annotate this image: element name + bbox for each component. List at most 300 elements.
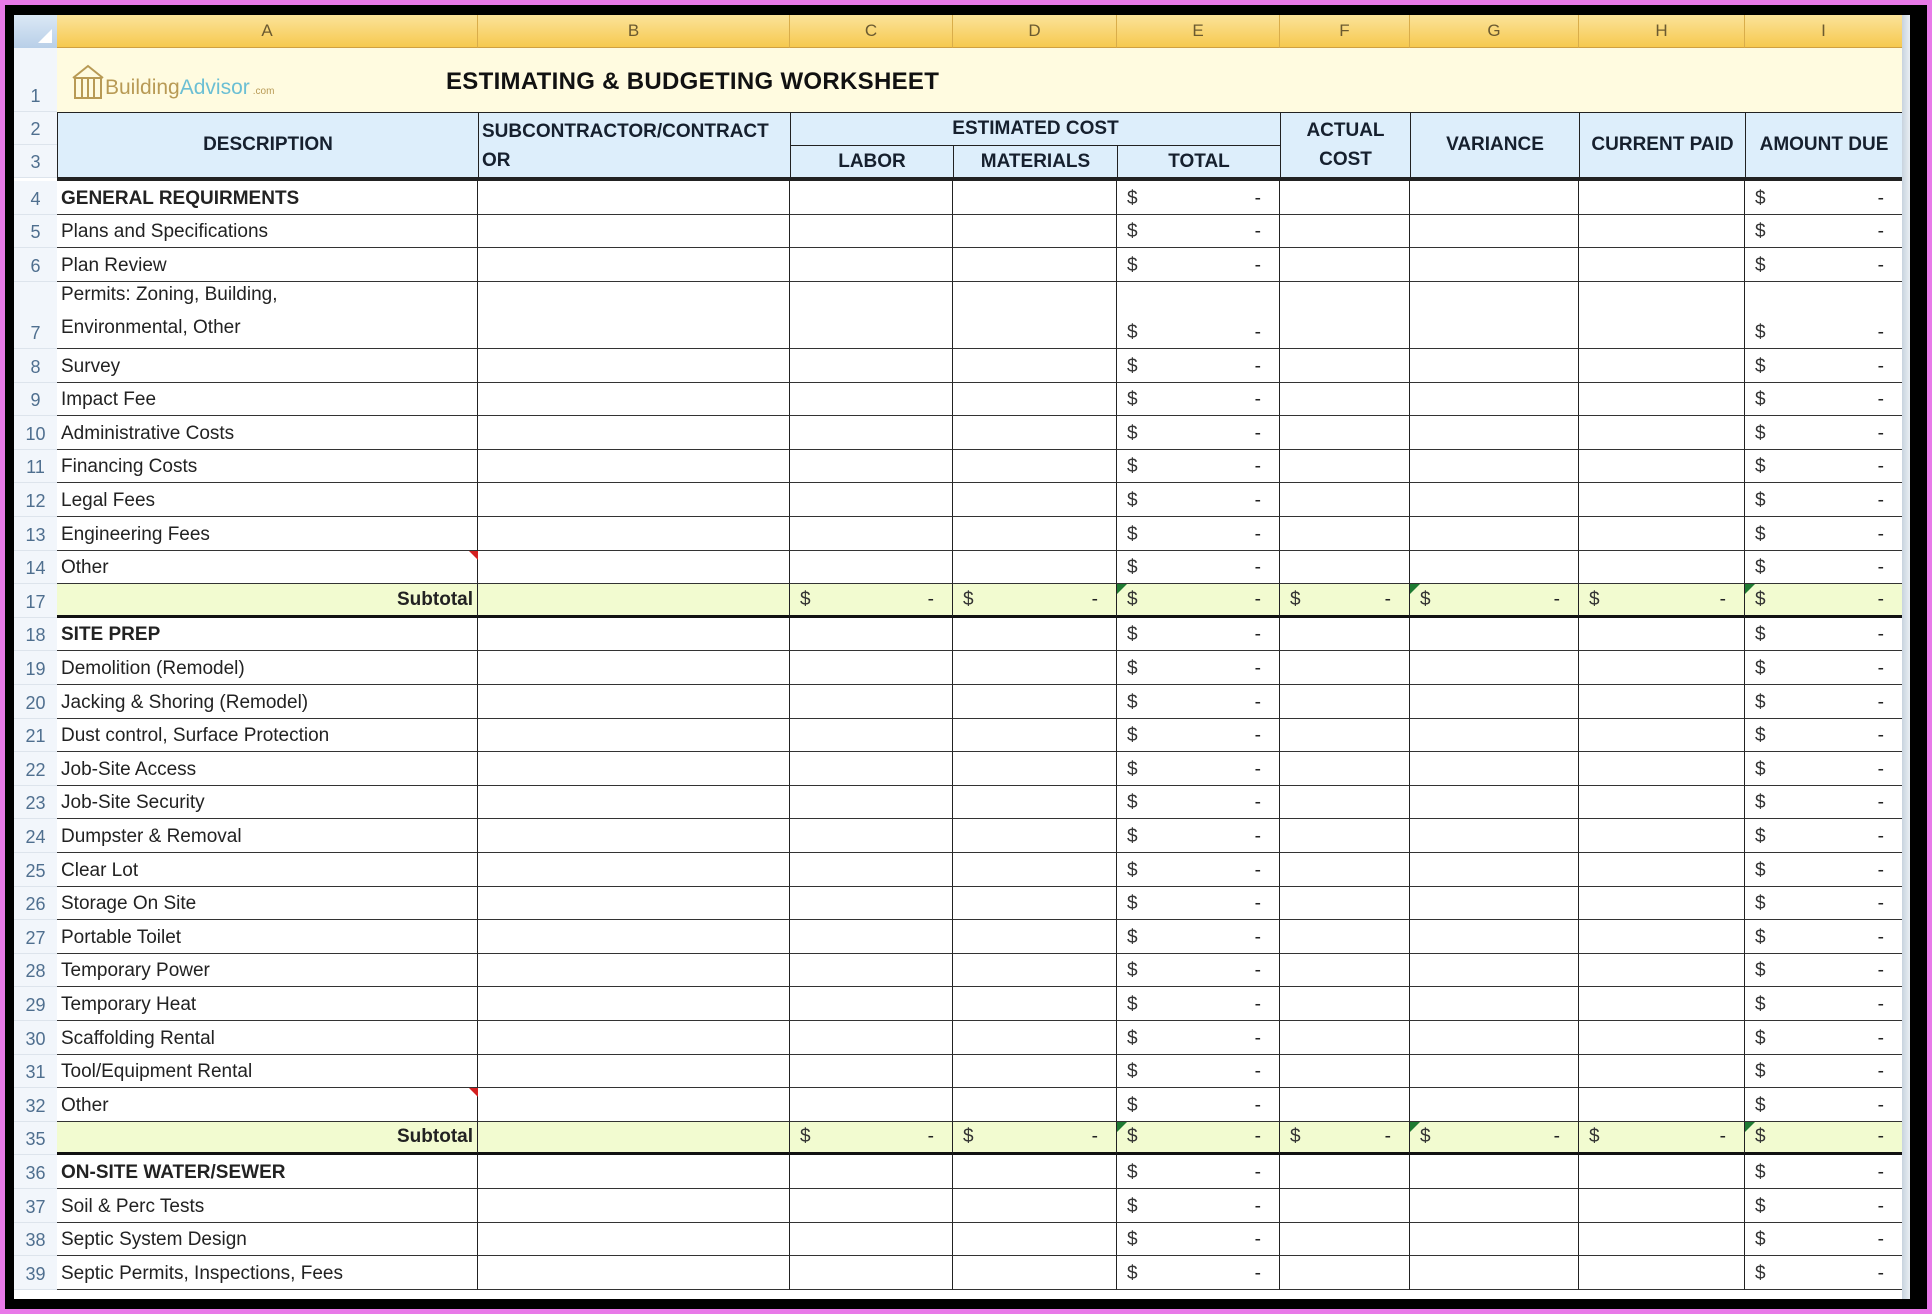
cell-h4[interactable] <box>1579 181 1745 215</box>
cell-f32[interactable] <box>1280 1088 1410 1122</box>
cell-c13[interactable] <box>790 517 953 551</box>
cell-e8[interactable] <box>1117 349 1280 383</box>
header-estimated-cost[interactable]: ESTIMATED COST <box>790 112 1281 146</box>
cell-b25[interactable] <box>478 853 790 887</box>
cell-e31[interactable] <box>1117 1055 1280 1089</box>
cell-c32[interactable] <box>790 1088 953 1122</box>
row-header-8[interactable]: 8 <box>14 349 57 383</box>
cell-d39[interactable] <box>953 1256 1117 1290</box>
cell-h35[interactable] <box>1579 1122 1745 1156</box>
description-cell[interactable] <box>57 786 478 820</box>
formula-warning-icon[interactable] <box>1410 1122 1420 1132</box>
comment-indicator-icon[interactable] <box>469 551 478 560</box>
column-header-a[interactable]: A <box>57 15 478 48</box>
description-cell[interactable] <box>57 651 478 685</box>
cell-b18[interactable] <box>478 618 790 652</box>
cell-h14[interactable] <box>1579 551 1745 585</box>
cell-g20[interactable] <box>1410 685 1579 719</box>
cell-e26[interactable] <box>1117 887 1280 921</box>
cell-h26[interactable] <box>1579 887 1745 921</box>
cell-f38[interactable] <box>1280 1223 1410 1257</box>
cell-h28[interactable] <box>1579 954 1745 988</box>
cell-f20[interactable] <box>1280 685 1410 719</box>
cell-c10[interactable] <box>790 416 953 450</box>
cell-i27[interactable] <box>1745 920 1903 954</box>
description-cell[interactable] <box>57 1256 478 1290</box>
cell-h32[interactable] <box>1579 1088 1745 1122</box>
cell-i38[interactable] <box>1745 1223 1903 1257</box>
column-header-g[interactable]: G <box>1410 15 1579 48</box>
header-total[interactable]: TOTAL <box>1117 145 1281 178</box>
cell-g32[interactable] <box>1410 1088 1579 1122</box>
cell-f37[interactable] <box>1280 1189 1410 1223</box>
cell-e30[interactable] <box>1117 1021 1280 1055</box>
cell-i11[interactable] <box>1745 450 1903 484</box>
row-header-26[interactable]: 26 <box>14 887 57 921</box>
cell-c7[interactable] <box>790 282 953 349</box>
cell-f18[interactable] <box>1280 618 1410 652</box>
description-cell[interactable] <box>57 752 478 786</box>
cell-g27[interactable] <box>1410 920 1579 954</box>
cell-i5[interactable] <box>1745 215 1903 249</box>
description-cell[interactable] <box>57 416 478 450</box>
cell-c9[interactable] <box>790 383 953 417</box>
cell-g14[interactable] <box>1410 551 1579 585</box>
cell-h13[interactable] <box>1579 517 1745 551</box>
cell-d7[interactable] <box>953 282 1117 349</box>
description-cell[interactable] <box>57 719 478 753</box>
cell-h9[interactable] <box>1579 383 1745 417</box>
cell-e29[interactable] <box>1117 987 1280 1021</box>
cell-i9[interactable] <box>1745 383 1903 417</box>
cell-g28[interactable] <box>1410 954 1579 988</box>
cell-g11[interactable] <box>1410 450 1579 484</box>
cell-b29[interactable] <box>478 987 790 1021</box>
cell-d21[interactable] <box>953 719 1117 753</box>
cell-e20[interactable] <box>1117 685 1280 719</box>
cell-d6[interactable] <box>953 248 1117 282</box>
cell-i8[interactable] <box>1745 349 1903 383</box>
cell-b4[interactable] <box>478 181 790 215</box>
cell-c35[interactable] <box>790 1122 953 1156</box>
cell-e19[interactable] <box>1117 651 1280 685</box>
cell-c24[interactable] <box>790 819 953 853</box>
row-header-4[interactable]: 4 <box>14 181 57 215</box>
row-header-24[interactable]: 24 <box>14 819 57 853</box>
cell-h25[interactable] <box>1579 853 1745 887</box>
cell-g35[interactable] <box>1410 1122 1579 1156</box>
formula-warning-icon[interactable] <box>1117 1122 1127 1132</box>
cell-i29[interactable] <box>1745 987 1903 1021</box>
subtotal-label-cell[interactable] <box>57 584 478 618</box>
cell-b32[interactable] <box>478 1088 790 1122</box>
cell-d20[interactable] <box>953 685 1117 719</box>
row-header-30[interactable]: 30 <box>14 1021 57 1055</box>
cell-e17[interactable] <box>1117 584 1280 618</box>
cell-h27[interactable] <box>1579 920 1745 954</box>
cell-g10[interactable] <box>1410 416 1579 450</box>
cell-b11[interactable] <box>478 450 790 484</box>
cell-g21[interactable] <box>1410 719 1579 753</box>
cell-c28[interactable] <box>790 954 953 988</box>
description-cell[interactable] <box>57 450 478 484</box>
cell-b12[interactable] <box>478 483 790 517</box>
description-cell[interactable] <box>57 517 478 551</box>
cell-f8[interactable] <box>1280 349 1410 383</box>
cell-i4[interactable] <box>1745 181 1903 215</box>
cell-c29[interactable] <box>790 987 953 1021</box>
column-header-i[interactable]: I <box>1745 15 1903 48</box>
cell-d29[interactable] <box>953 987 1117 1021</box>
formula-warning-icon[interactable] <box>1117 584 1127 594</box>
cell-e24[interactable] <box>1117 819 1280 853</box>
cell-h29[interactable] <box>1579 987 1745 1021</box>
subtotal-label-cell[interactable] <box>57 1122 478 1156</box>
cell-b20[interactable] <box>478 685 790 719</box>
cell-e39[interactable] <box>1117 1256 1280 1290</box>
cell-b37[interactable] <box>478 1189 790 1223</box>
row-header-23[interactable]: 23 <box>14 786 57 820</box>
column-header-e[interactable]: E <box>1117 15 1280 48</box>
cell-c27[interactable] <box>790 920 953 954</box>
cell-i6[interactable] <box>1745 248 1903 282</box>
row-header-39[interactable]: 39 <box>14 1256 57 1290</box>
cell-c25[interactable] <box>790 853 953 887</box>
cell-i20[interactable] <box>1745 685 1903 719</box>
cell-d22[interactable] <box>953 752 1117 786</box>
formula-warning-icon[interactable] <box>1745 1122 1755 1132</box>
cell-g13[interactable] <box>1410 517 1579 551</box>
cell-g37[interactable] <box>1410 1189 1579 1223</box>
select-all-button[interactable] <box>14 15 58 48</box>
cell-c21[interactable] <box>790 719 953 753</box>
cell-i30[interactable] <box>1745 1021 1903 1055</box>
description-cell[interactable] <box>57 215 478 249</box>
row-header-27[interactable]: 27 <box>14 920 57 954</box>
header-current-paid[interactable]: CURRENT PAID <box>1579 112 1746 178</box>
cell-g4[interactable] <box>1410 181 1579 215</box>
column-header-f[interactable]: F <box>1280 15 1410 48</box>
row-header-14[interactable]: 14 <box>14 551 57 585</box>
cell-e6[interactable] <box>1117 248 1280 282</box>
cell-f31[interactable] <box>1280 1055 1410 1089</box>
cell-h8[interactable] <box>1579 349 1745 383</box>
cell-g17[interactable] <box>1410 584 1579 618</box>
cell-c11[interactable] <box>790 450 953 484</box>
cell-c12[interactable] <box>790 483 953 517</box>
cell-d11[interactable] <box>953 450 1117 484</box>
description-cell[interactable] <box>57 853 478 887</box>
cell-d25[interactable] <box>953 853 1117 887</box>
cell-c17[interactable] <box>790 584 953 618</box>
cell-g9[interactable] <box>1410 383 1579 417</box>
cell-h10[interactable] <box>1579 416 1745 450</box>
cell-b39[interactable] <box>478 1256 790 1290</box>
header-description[interactable]: DESCRIPTION <box>57 112 479 178</box>
cell-i23[interactable] <box>1745 786 1903 820</box>
cell-e36[interactable] <box>1117 1155 1280 1189</box>
cell-d9[interactable] <box>953 383 1117 417</box>
cell-i36[interactable] <box>1745 1155 1903 1189</box>
cell-e4[interactable] <box>1117 181 1280 215</box>
cell-d26[interactable] <box>953 887 1117 921</box>
cell-i35[interactable] <box>1745 1122 1903 1156</box>
cell-h12[interactable] <box>1579 483 1745 517</box>
cell-g29[interactable] <box>1410 987 1579 1021</box>
cell-b17[interactable] <box>478 584 790 618</box>
cell-b31[interactable] <box>478 1055 790 1089</box>
cell-b36[interactable] <box>478 1155 790 1189</box>
column-header-c[interactable]: C <box>790 15 953 48</box>
cell-h21[interactable] <box>1579 719 1745 753</box>
cell-e32[interactable] <box>1117 1088 1280 1122</box>
cell-e9[interactable] <box>1117 383 1280 417</box>
cell-d36[interactable] <box>953 1155 1117 1189</box>
cell-d27[interactable] <box>953 920 1117 954</box>
cell-h11[interactable] <box>1579 450 1745 484</box>
cell-h38[interactable] <box>1579 1223 1745 1257</box>
cell-b21[interactable] <box>478 719 790 753</box>
row-header-7[interactable]: 7 <box>14 282 57 349</box>
row-header-29[interactable]: 29 <box>14 987 57 1021</box>
cell-d38[interactable] <box>953 1223 1117 1257</box>
cell-h22[interactable] <box>1579 752 1745 786</box>
cell-g18[interactable] <box>1410 618 1579 652</box>
cell-c5[interactable] <box>790 215 953 249</box>
description-cell[interactable] <box>57 551 478 585</box>
cell-b26[interactable] <box>478 887 790 921</box>
row-header-31[interactable]: 31 <box>14 1055 57 1089</box>
cell-d24[interactable] <box>953 819 1117 853</box>
cell-d10[interactable] <box>953 416 1117 450</box>
description-cell[interactable] <box>57 1055 478 1089</box>
cell-i32[interactable] <box>1745 1088 1903 1122</box>
header-labor[interactable]: LABOR <box>790 145 954 178</box>
cell-f35[interactable] <box>1280 1122 1410 1156</box>
cell-d19[interactable] <box>953 651 1117 685</box>
cell-f4[interactable] <box>1280 181 1410 215</box>
cell-b28[interactable] <box>478 954 790 988</box>
cell-d37[interactable] <box>953 1189 1117 1223</box>
row-header-17[interactable]: 17 <box>14 584 57 618</box>
cell-c8[interactable] <box>790 349 953 383</box>
cell-b14[interactable] <box>478 551 790 585</box>
cell-h24[interactable] <box>1579 819 1745 853</box>
cell-f21[interactable] <box>1280 719 1410 753</box>
cell-g8[interactable] <box>1410 349 1579 383</box>
row-header-38[interactable]: 38 <box>14 1223 57 1257</box>
column-header-b[interactable]: B <box>478 15 790 48</box>
row-header-10[interactable]: 10 <box>14 416 57 450</box>
cell-b30[interactable] <box>478 1021 790 1055</box>
cell-g5[interactable] <box>1410 215 1579 249</box>
row-header-25[interactable]: 25 <box>14 853 57 887</box>
cell-d12[interactable] <box>953 483 1117 517</box>
cell-g6[interactable] <box>1410 248 1579 282</box>
description-cell[interactable] <box>57 282 478 349</box>
row-header-35[interactable]: 35 <box>14 1122 57 1156</box>
cell-f10[interactable] <box>1280 416 1410 450</box>
cell-e37[interactable] <box>1117 1189 1280 1223</box>
column-header-h[interactable]: H <box>1579 15 1745 48</box>
cell-d14[interactable] <box>953 551 1117 585</box>
row-header-5[interactable]: 5 <box>14 215 57 249</box>
cell-g39[interactable] <box>1410 1256 1579 1290</box>
header-materials[interactable]: MATERIALS <box>953 145 1118 178</box>
description-cell[interactable] <box>57 349 478 383</box>
description-cell[interactable] <box>57 181 478 215</box>
cell-c36[interactable] <box>790 1155 953 1189</box>
cell-b23[interactable] <box>478 786 790 820</box>
cell-e13[interactable] <box>1117 517 1280 551</box>
cell-f22[interactable] <box>1280 752 1410 786</box>
cell-h20[interactable] <box>1579 685 1745 719</box>
cell-e12[interactable] <box>1117 483 1280 517</box>
cell-c18[interactable] <box>790 618 953 652</box>
cell-g7[interactable] <box>1410 282 1579 349</box>
cell-f13[interactable] <box>1280 517 1410 551</box>
cell-i18[interactable] <box>1745 618 1903 652</box>
cell-d18[interactable] <box>953 618 1117 652</box>
row-header-1[interactable]: 1 <box>14 48 57 112</box>
cell-e14[interactable] <box>1117 551 1280 585</box>
row-header-12[interactable]: 12 <box>14 483 57 517</box>
cell-h31[interactable] <box>1579 1055 1745 1089</box>
cell-g25[interactable] <box>1410 853 1579 887</box>
description-cell[interactable] <box>57 383 478 417</box>
cell-f19[interactable] <box>1280 651 1410 685</box>
cell-e38[interactable] <box>1117 1223 1280 1257</box>
cell-f23[interactable] <box>1280 786 1410 820</box>
cell-e10[interactable] <box>1117 416 1280 450</box>
cell-g31[interactable] <box>1410 1055 1579 1089</box>
row-header-36[interactable]: 36 <box>14 1155 57 1189</box>
cell-g19[interactable] <box>1410 651 1579 685</box>
row-header-18[interactable]: 18 <box>14 618 57 652</box>
cell-c39[interactable] <box>790 1256 953 1290</box>
cell-i22[interactable] <box>1745 752 1903 786</box>
cell-h37[interactable] <box>1579 1189 1745 1223</box>
cell-d31[interactable] <box>953 1055 1117 1089</box>
cell-g22[interactable] <box>1410 752 1579 786</box>
cell-f25[interactable] <box>1280 853 1410 887</box>
cell-h36[interactable] <box>1579 1155 1745 1189</box>
cell-f29[interactable] <box>1280 987 1410 1021</box>
cell-i7[interactable] <box>1745 282 1903 349</box>
cell-g30[interactable] <box>1410 1021 1579 1055</box>
cell-f39[interactable] <box>1280 1256 1410 1290</box>
cell-e18[interactable] <box>1117 618 1280 652</box>
description-cell[interactable] <box>57 618 478 652</box>
description-cell[interactable] <box>57 954 478 988</box>
cell-e28[interactable] <box>1117 954 1280 988</box>
row-header-28[interactable]: 28 <box>14 954 57 988</box>
cell-d32[interactable] <box>953 1088 1117 1122</box>
cell-c6[interactable] <box>790 248 953 282</box>
cell-f5[interactable] <box>1280 215 1410 249</box>
cell-i10[interactable] <box>1745 416 1903 450</box>
cell-h7[interactable] <box>1579 282 1745 349</box>
cell-d35[interactable] <box>953 1122 1117 1156</box>
comment-indicator-icon[interactable] <box>469 1088 478 1097</box>
cell-b8[interactable] <box>478 349 790 383</box>
cell-i37[interactable] <box>1745 1189 1903 1223</box>
cell-d23[interactable] <box>953 786 1117 820</box>
description-cell[interactable] <box>57 887 478 921</box>
row-header-9[interactable]: 9 <box>14 383 57 417</box>
cell-i17[interactable] <box>1745 584 1903 618</box>
cell-h6[interactable] <box>1579 248 1745 282</box>
cell-b10[interactable] <box>478 416 790 450</box>
cell-f14[interactable] <box>1280 551 1410 585</box>
description-cell[interactable] <box>57 819 478 853</box>
cell-f11[interactable] <box>1280 450 1410 484</box>
cell-f27[interactable] <box>1280 920 1410 954</box>
cell-c31[interactable] <box>790 1055 953 1089</box>
cell-h39[interactable] <box>1579 1256 1745 1290</box>
row-header-11[interactable]: 11 <box>14 450 57 484</box>
cell-g36[interactable] <box>1410 1155 1579 1189</box>
cell-i31[interactable] <box>1745 1055 1903 1089</box>
cell-f28[interactable] <box>1280 954 1410 988</box>
cell-c14[interactable] <box>790 551 953 585</box>
cell-e22[interactable] <box>1117 752 1280 786</box>
cell-h23[interactable] <box>1579 786 1745 820</box>
cell-e23[interactable] <box>1117 786 1280 820</box>
cell-e5[interactable] <box>1117 215 1280 249</box>
header-subcontractor[interactable]: SUBCONTRACTOR/CONTRACT OR <box>478 112 791 178</box>
cell-i25[interactable] <box>1745 853 1903 887</box>
cell-d5[interactable] <box>953 215 1117 249</box>
cell-b19[interactable] <box>478 651 790 685</box>
cell-h18[interactable] <box>1579 618 1745 652</box>
cell-f30[interactable] <box>1280 1021 1410 1055</box>
cell-d17[interactable] <box>953 584 1117 618</box>
description-cell[interactable] <box>57 248 478 282</box>
cell-g38[interactable] <box>1410 1223 1579 1257</box>
cell-b38[interactable] <box>478 1223 790 1257</box>
cell-b13[interactable] <box>478 517 790 551</box>
cell-b35[interactable] <box>478 1122 790 1156</box>
cell-c22[interactable] <box>790 752 953 786</box>
cell-e21[interactable] <box>1117 719 1280 753</box>
description-cell[interactable] <box>57 1189 478 1223</box>
cell-f17[interactable] <box>1280 584 1410 618</box>
row-header-37[interactable]: 37 <box>14 1189 57 1223</box>
cell-c20[interactable] <box>790 685 953 719</box>
cell-f7[interactable] <box>1280 282 1410 349</box>
cell-d13[interactable] <box>953 517 1117 551</box>
row-header-32[interactable]: 32 <box>14 1088 57 1122</box>
cell-c23[interactable] <box>790 786 953 820</box>
cell-f26[interactable] <box>1280 887 1410 921</box>
cell-c4[interactable] <box>790 181 953 215</box>
description-cell[interactable] <box>57 920 478 954</box>
row-header-3[interactable]: 3 <box>14 145 57 178</box>
row-header-20[interactable]: 20 <box>14 685 57 719</box>
formula-warning-icon[interactable] <box>1410 584 1420 594</box>
cell-c37[interactable] <box>790 1189 953 1223</box>
cell-f6[interactable] <box>1280 248 1410 282</box>
cell-i14[interactable] <box>1745 551 1903 585</box>
description-cell[interactable] <box>57 1021 478 1055</box>
cell-e11[interactable] <box>1117 450 1280 484</box>
cell-e35[interactable] <box>1117 1122 1280 1156</box>
cell-c26[interactable] <box>790 887 953 921</box>
header-variance[interactable]: VARIANCE <box>1410 112 1580 178</box>
description-cell[interactable] <box>57 1088 478 1122</box>
cell-f24[interactable] <box>1280 819 1410 853</box>
